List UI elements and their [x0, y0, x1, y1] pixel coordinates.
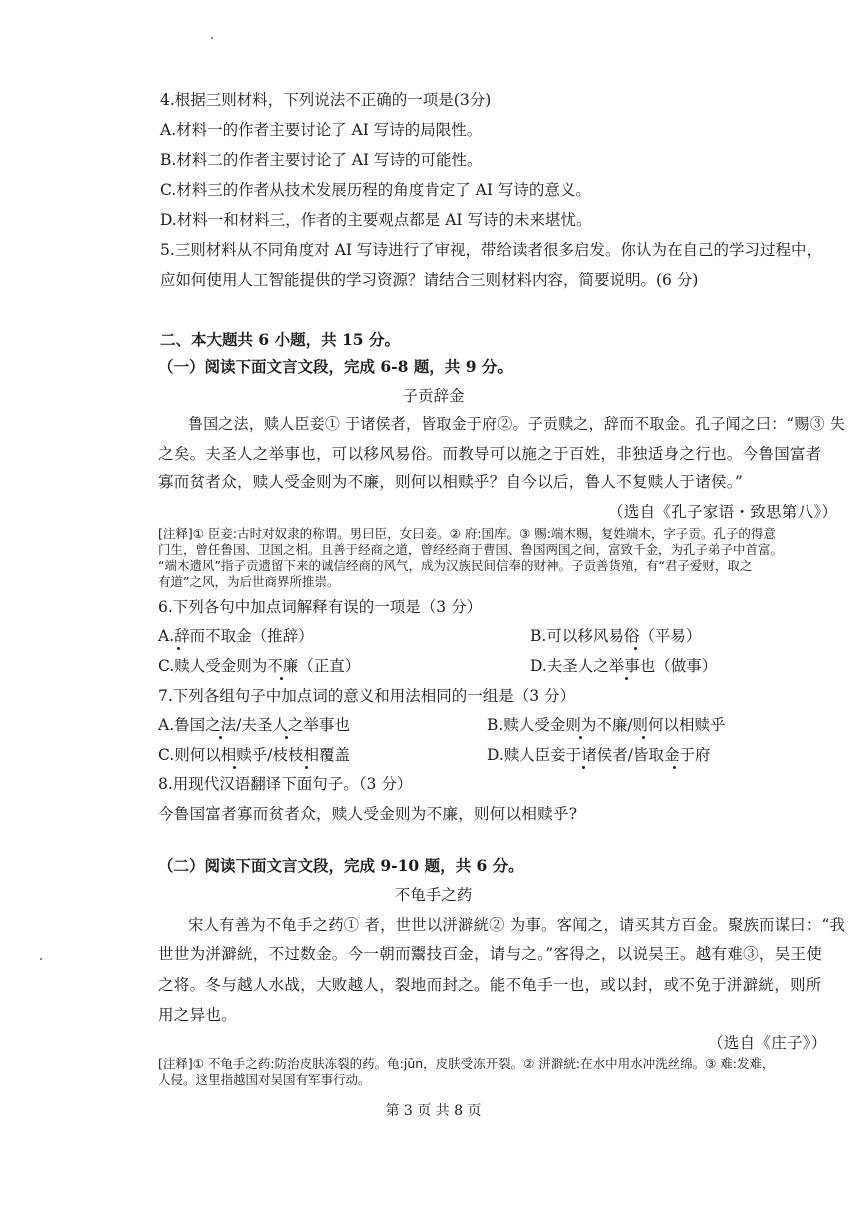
q6-stem: 6.下列各句中加点词解释有误的一项是（3 分）	[158, 598, 483, 616]
q6-option-d: D.夫圣人之举事也（做事）	[530, 657, 718, 675]
page-number: 第 3 页 共 8 页	[385, 1103, 482, 1119]
section2-heading: 二、本大题共 6 小题，共 15 分。	[160, 330, 400, 349]
passage2-line-2: 世世为洴澼絖，不过数金。今一朝而鬻技百金，请与之。”客得之，以说吴王。越有难③，吴王使	[158, 945, 823, 963]
emphasis-dot	[625, 677, 628, 680]
passage2-note-1: [注释]① 不龟手之药:防治皮肤冻裂的药。龟:jūn，皮肤受冻开裂。② 洴澼絖:在水中用水冲洗丝绵。③ 难:发难，	[158, 1056, 775, 1071]
emphasis-dot	[285, 736, 288, 739]
passage1-line-1: 鲁国之法，赎人臣妾① 于诸侯者，皆取金于府②。子贡赎之，辞而不取金。孔子闻之曰：“赐③ 失	[188, 415, 846, 433]
q6-option-b: B.可以移风易俗（平易）	[530, 627, 702, 645]
passage2-line-4: 用之异也。	[158, 1006, 238, 1024]
q4-option-c: C.材料三的作者从技术发展历程的角度肯定了 AI 写诗的意义。	[160, 181, 591, 199]
emphasis-dot	[673, 766, 676, 769]
passage2-note-2: 人侵。这里指越国对吴国有军事行动。	[158, 1072, 371, 1087]
q4-option-d: D.材料一和材料三，作者的主要观点都是 AI 写诗的未来堪忧。	[160, 211, 592, 229]
passage1-note-2: 门生，曾任鲁国、卫国之相。且善于经商之道，曾经经商于曹国、鲁国两国之间，富致千金，为孔子弟子中首富。	[158, 542, 784, 557]
emphasis-dot	[579, 736, 582, 739]
q7-stem: 7.下列各组句子中加点词的意义和用法相同的一组是（3 分）	[158, 687, 576, 705]
emphasis-dot	[582, 766, 585, 769]
emphasis-dot	[634, 647, 637, 650]
passage1-line-3: 寡而贫者众，赎人受金则为不廉，则何以相赎乎？自今以后，鲁人不复赎人于诸侯。”	[158, 473, 744, 491]
scan-speck	[40, 958, 42, 960]
passage1-title: 子贡辞金	[402, 387, 465, 405]
q7-option-c: C.则何以相赎乎/枝枝相覆盖	[158, 746, 350, 764]
passage2-line-1: 宋人有善为不龟手之药① 者，世世以洴澼絖② 为事。客闻之，请买其方百金。聚族而谋曰：“我	[188, 916, 846, 934]
q5-line-2: 应如何使用人工智能提供的学习资源？请结合三则材料内容，简要说明。(6 分)	[160, 271, 699, 289]
emphasis-dot	[642, 736, 645, 739]
part1-heading: （一）阅读下面文言文段，完成 6-8 题，共 9 分。	[158, 357, 513, 376]
q8-stem: 8.用现代汉语翻译下面句子。（3 分）	[158, 775, 413, 793]
passage1-line-2: 之矣。夫圣人之举事也，可以移风易俗。而教导可以施之于百姓，非独适身之行也。今鲁国富者	[158, 445, 822, 463]
q8-sentence: 今鲁国富者寡而贫者众，赎人受金则为不廉，则何以相赎乎?	[158, 805, 578, 823]
q5-line-1: 5.三则材料从不同角度对 AI 写诗进行了审视，带给读者很多启发。你认为在自己的学习过程中，	[160, 241, 822, 259]
part2-heading: （二）阅读下面文言文段，完成 9-10 题，共 6 分。	[158, 856, 524, 875]
q4-stem: 4.根据三则材料，下列说法不正确的一项是(3分)	[160, 91, 492, 109]
scan-speck	[211, 37, 213, 39]
emphasis-dot	[177, 647, 180, 650]
emphasis-dot	[280, 677, 283, 680]
passage1-source: （选自《孔子家语・致思第八》）	[608, 503, 838, 521]
passage1-note-3: “端木遗风”指子贡遗留下来的诚信经商的风气，成为汉族民间信奉的财神。子贡善货殖，有“君子爱财，取之	[158, 558, 753, 573]
q4-option-a: A.材料一的作者主要讨论了 AI 写诗的局限性。	[160, 121, 483, 139]
q7-option-a: A.鲁国之法/夫圣人之举事也	[158, 716, 350, 734]
q7-option-d: D.赎人臣妾于诸侯者/皆取金于府	[487, 746, 711, 764]
passage2-title: 不龟手之药	[394, 886, 473, 904]
passage2-source: （选自《庄子》）	[708, 1034, 827, 1052]
q6-option-c: C.赎人受金则为不廉（正直）	[158, 657, 361, 675]
q7-option-b: B.赎人受金则为不廉/则何以相赎乎	[487, 716, 726, 734]
q6-option-a: A.辞而不取金（推辞）	[158, 627, 314, 645]
q4-option-b: B.材料二的作者主要讨论了 AI 写诗的可能性。	[160, 151, 483, 169]
passage2-line-3: 之将。冬与越人水战，大败越人，裂地而封之。能不龟手一也，或以封，或不免于洴澼絖，则所	[158, 976, 822, 994]
passage1-note-1: [注释]① 臣妾:古时对奴隶的称谓。男曰臣，女曰妾。② 府:国库。③ 赐:端木赐，复姓端木，字子贡。孔子的得意	[158, 526, 776, 541]
emphasis-dot	[305, 766, 308, 769]
emphasis-dot	[219, 736, 222, 739]
emphasis-dot	[233, 766, 236, 769]
passage1-note-4: 有道”之风，为后世商界所推崇。	[158, 574, 340, 589]
